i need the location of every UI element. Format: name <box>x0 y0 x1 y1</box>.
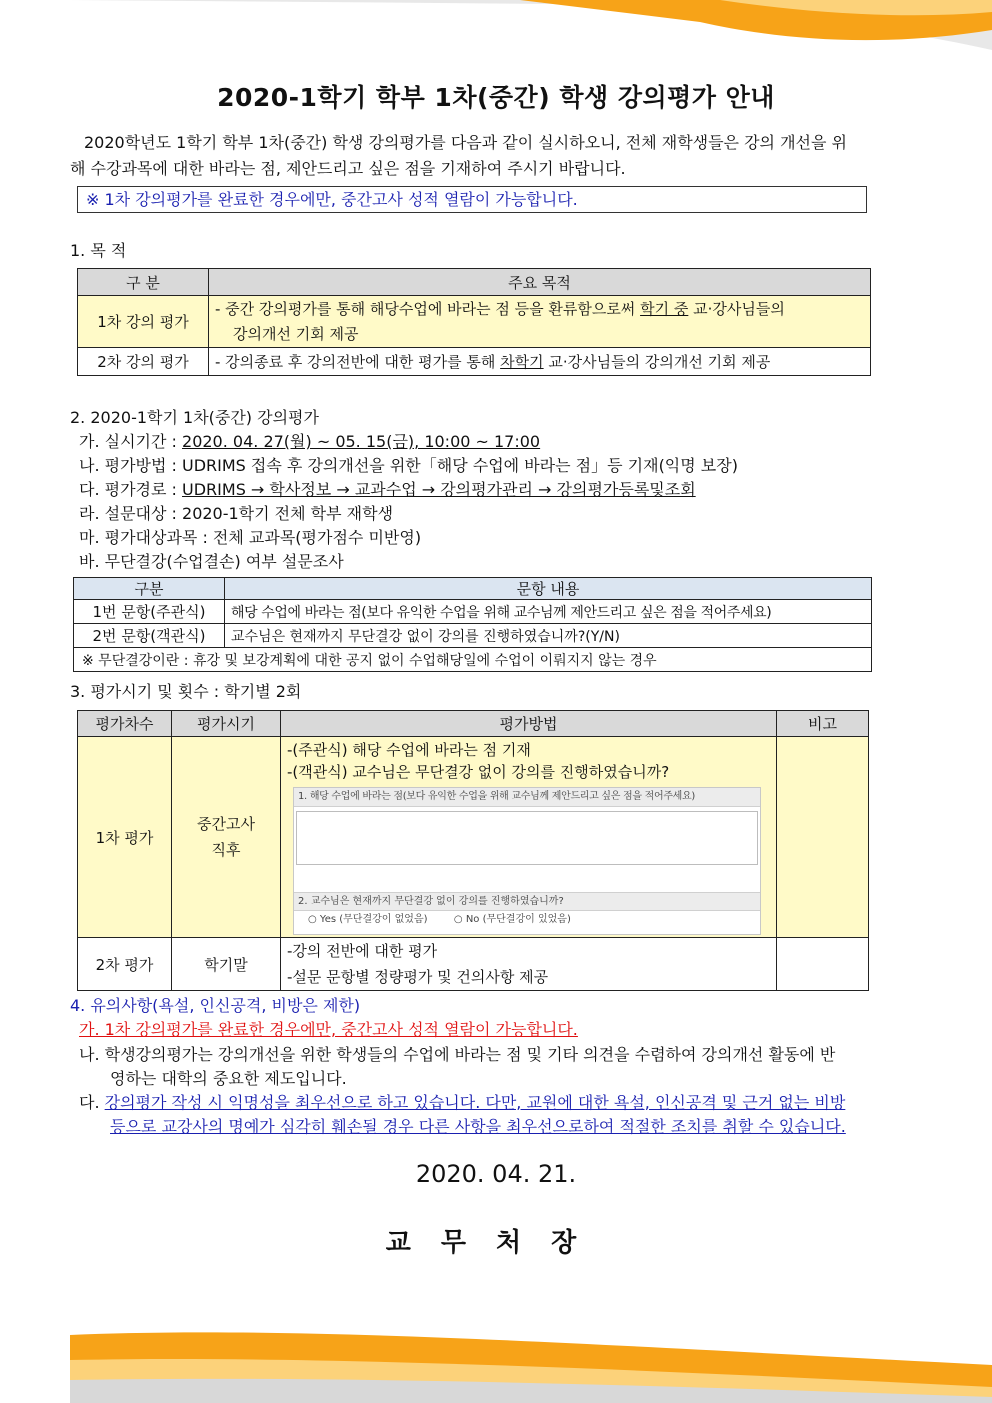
method-line: 나. 평가방법 : UDRIMS 접속 후 강의개선을 위한「해당 수업에 바라는 점」등 기재(익명 보장) <box>79 456 738 475</box>
purpose-col-goal: 주요 목적 <box>209 269 871 296</box>
schedule-table <box>77 710 869 991</box>
route-value: UDRIMS → 학사정보 → 교과수업 → 강의평가관리 → 강의평가등록및조회 <box>182 480 696 499</box>
intro-line-2: 해 수강과목에 대한 바라는 점, 제안드리고 싶은 점을 기재하여 주시기 바랍니다. <box>70 159 626 178</box>
table-row <box>74 648 872 672</box>
round1-time-b: 직후 <box>211 841 241 859</box>
purpose-row2-underline: 차학기 <box>500 353 544 371</box>
signature: 교무처장 <box>385 1228 607 1258</box>
footer-decoration <box>0 1325 992 1403</box>
ss-answer-textarea <box>296 811 758 865</box>
ss-question-2: 2. 교수님은 현재까지 무단결강 없이 강의를 진행하였습니까? <box>294 892 760 911</box>
schedule-col-method: 평가방법 <box>281 711 777 737</box>
survey-table <box>73 577 872 672</box>
round2-label: 2차 평가 <box>78 938 172 991</box>
section-2-heading: 2. 2020-1학기 1차(중간) 강의평가 <box>70 408 319 427</box>
caution-b-2: 영하는 대학의 중요한 제도입니다. <box>110 1069 347 1088</box>
table-row <box>78 348 871 376</box>
round2-method-2: -설문 문항별 정량평가 및 건의사항 제공 <box>287 968 549 986</box>
page-title: 2020-1학기 학부 1차(중간) 학생 강의평가 안내 <box>217 83 775 112</box>
survey-line: 바. 무단결강(수업결손) 여부 설문조사 <box>79 552 344 571</box>
target-line: 라. 설문대상 : 2020-1학기 전체 학부 재학생 <box>79 504 394 523</box>
survey-col-content: 문항 내용 <box>225 578 872 600</box>
document-date: 2020. 04. 21. <box>415 1160 577 1188</box>
period-label: 가. 실시기간 : <box>79 432 183 451</box>
absence-note: ※ 무단결강이란 : 휴강 및 보강계획에 대한 공지 없이 수업해당일에 수업이 이뤄지지 않는 경우 <box>74 648 872 672</box>
purpose-row1-underline: 학기 중 <box>640 299 689 318</box>
notice-box: ※ 1차 강의평가를 완료한 경우에만, 중간고사 성적 열람이 가능합니다. <box>77 186 867 213</box>
survey-col-category: 구분 <box>74 578 225 600</box>
caution-c-2: 등으로 교강사의 명예가 심각히 훼손될 경우 다른 사항을 최우선으로하여 적절한 조치를 취할 수 있습니다. <box>110 1117 846 1136</box>
route-label: 다. 평가경로 : <box>79 480 183 499</box>
purpose-row1-text-c: 강의개선 기회 제공 <box>233 324 359 343</box>
table-row <box>78 737 869 938</box>
round1-label: 1차 평가 <box>78 737 172 938</box>
period-value: 2020. 04. 27(월) ~ 05. 15(금), 10:00 ~ 17:00 <box>182 432 541 451</box>
purpose-row1-text-a: - 중간 강의평가를 통해 해당수업에 바라는 점 등을 환류함으로써 <box>215 299 641 318</box>
purpose-row2-text-a: - 강의종료 후 강의전반에 대한 평가를 통해 <box>215 353 501 371</box>
section-4-heading: 4. 유의사항(욕설, 인신공격, 비방은 제한) <box>70 996 361 1015</box>
purpose-row2-label: 2차 강의 평가 <box>78 348 209 376</box>
ss-no-label: No (무단결강이 있었음) <box>465 914 571 925</box>
q2-text: 교수님은 현재까지 무단결강 없이 강의를 진행하였습니까?(Y/N) <box>225 624 872 648</box>
round2-time: 학기말 <box>172 938 281 991</box>
round1-method-2: -(객관식) 교수님은 무단결강 없이 강의를 진행하였습니까? <box>287 763 670 781</box>
schedule-col-round: 평가차수 <box>78 711 172 737</box>
purpose-table <box>77 268 871 376</box>
purpose-row2-text-b: 교·강사님들의 강의개선 기회 제공 <box>543 353 771 371</box>
table-row <box>74 624 872 648</box>
schedule-col-note: 비고 <box>777 711 869 737</box>
round1-time-a: 중간고사 <box>197 815 255 833</box>
schedule-col-time: 평가시기 <box>172 711 281 737</box>
round2-method-1: -강의 전반에 대한 평가 <box>287 942 438 960</box>
purpose-row1-text-b: 교·강사님들의 <box>688 299 785 318</box>
purpose-row1-label: 1차 강의 평가 <box>78 296 209 348</box>
table-row <box>78 938 869 991</box>
purpose-col-category: 구 분 <box>78 269 209 296</box>
table-row <box>78 296 871 348</box>
caution-b-1: 나. 학생강의평가는 강의개선을 위한 학생들의 수업에 바라는 점 및 기타 의견을 수렴하여 강의개선 활동에 반 <box>79 1045 836 1064</box>
q2-label: 2번 문항(객관식) <box>74 624 225 648</box>
q1-text: 해당 수업에 바라는 점(보다 유익한 수업을 위해 교수님께 제안드리고 싶은 점을 적어주세요) <box>225 600 872 624</box>
intro-line-1: 2020학년도 1학기 학부 1차(중간) 학생 강의평가를 다음과 같이 실시하오니, 전체 재학생들은 강의 개선을 위 <box>84 133 848 152</box>
table-row <box>74 600 872 624</box>
ss-question-1: 1. 해당 수업에 바라는 점(보다 유익한 수업을 위해 교수님께 제안드리고 싶은 점을 적어주세요) <box>294 788 760 807</box>
ss-no-radio-icon: ○ <box>453 914 463 925</box>
caution-c-prefix: 다. <box>79 1093 105 1112</box>
section-3-heading: 3. 평가시기 및 횟수 : 학기별 2회 <box>70 682 302 701</box>
section-1-heading: 1. 목 적 <box>70 241 127 260</box>
ss-yes-radio-icon: ○ <box>308 914 317 925</box>
round1-method-1: -(주관식) 해당 수업에 바라는 점 기재 <box>287 741 531 759</box>
q1-label: 1번 문항(주관식) <box>74 600 225 624</box>
header-decoration <box>0 0 992 60</box>
subjects-line: 마. 평가대상과목 : 전체 교과목(평가점수 미반영) <box>79 528 422 547</box>
survey-screenshot <box>293 787 761 935</box>
caution-c-1: 강의평가 작성 시 익명성을 최우선으로 하고 있습니다. 다만, 교원에 대한 욕설, 인신공격 및 근거 없는 비방 <box>104 1093 846 1112</box>
ss-yes-label: Yes (무단결강이 없었음) <box>319 914 428 925</box>
caution-a: 가. 1차 강의평가를 완료한 경우에만, 중간고사 성적 열람이 가능합니다. <box>79 1020 578 1039</box>
